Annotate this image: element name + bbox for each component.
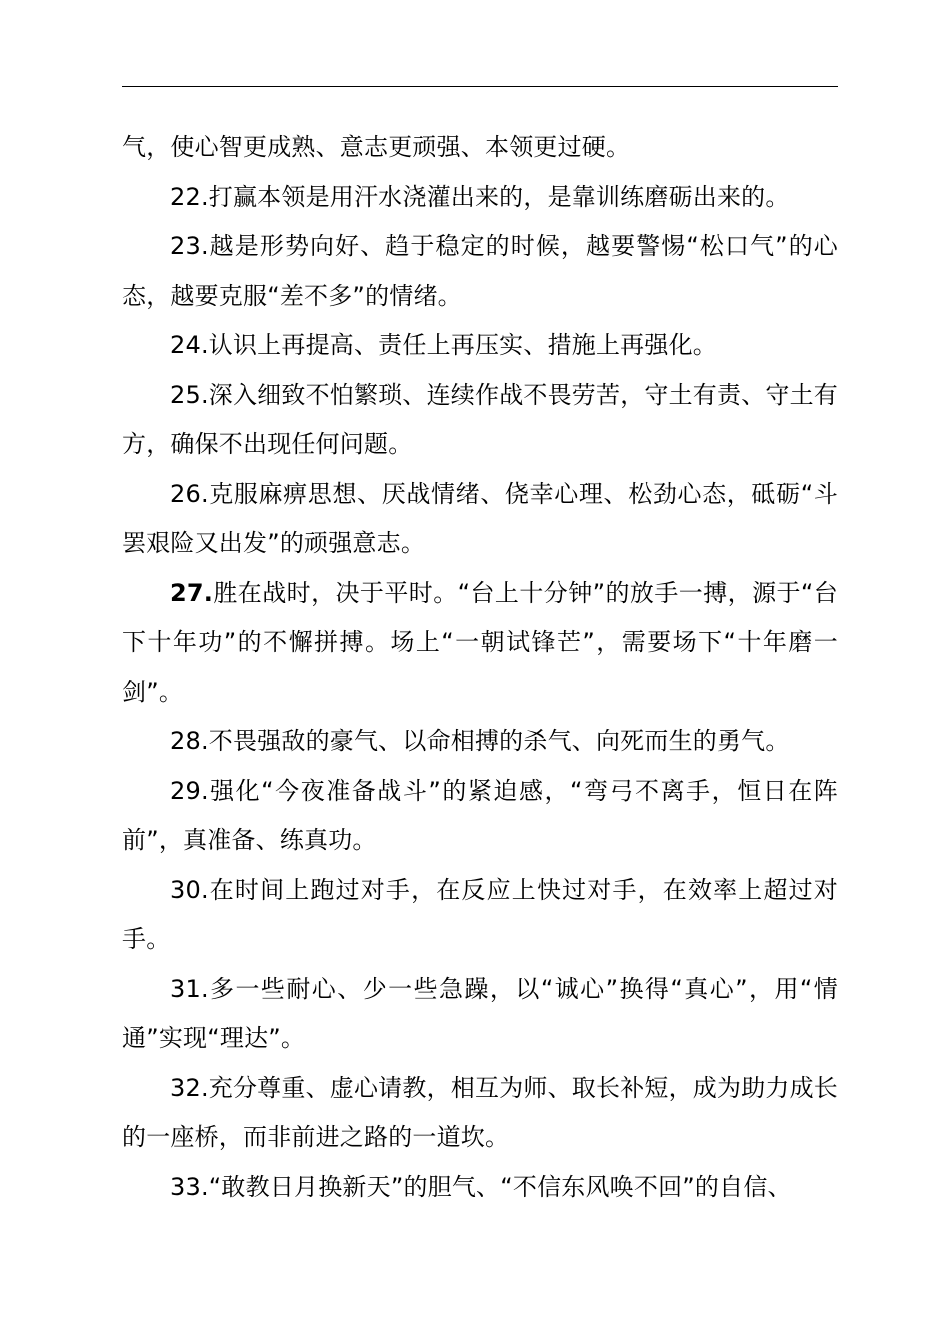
paragraph-26 bbox=[122, 470, 838, 569]
paragraph-text: 多一些耐心、少一些急躁，以“诚心”换得“真心”，用“情通”实现“理达”。 bbox=[122, 974, 838, 1052]
paragraph-24 bbox=[122, 321, 838, 371]
paragraph-number: 23. bbox=[170, 232, 209, 260]
paragraph-number: 32. bbox=[170, 1073, 209, 1102]
paragraph-number: 22. bbox=[170, 182, 209, 211]
paragraph-number: 31. bbox=[170, 974, 209, 1003]
header-rule bbox=[122, 86, 838, 87]
document-body bbox=[122, 123, 838, 1212]
paragraph-text: 打赢本领是用汗水浇灌出来的，是靠训练磨砺出来的。 bbox=[208, 182, 790, 211]
paragraph-text: 不畏强敌的豪气、以命相搏的杀气、向死而生的勇气。 bbox=[208, 727, 790, 755]
paragraph-text: 气，使心智更成熟、意志更顽强、本领更过硬。 bbox=[122, 133, 631, 161]
paragraph-29 bbox=[122, 767, 838, 866]
paragraph-23 bbox=[122, 222, 838, 321]
paragraph-text: 强化“今夜准备战斗”的紧迫感，“弯弓不离手，恒日在阵前”，真准备、练真功。 bbox=[122, 776, 838, 854]
paragraph-22 bbox=[122, 173, 838, 223]
paragraph-number: 24. bbox=[170, 331, 209, 359]
paragraph-text: 深入细致不怕繁琐、连续作战不畏劳苦，守土有责、守土有方，确保不出现任何问题。 bbox=[122, 380, 838, 458]
paragraph-number: 26. bbox=[170, 479, 209, 508]
paragraph-31 bbox=[122, 965, 838, 1064]
paragraph-25 bbox=[122, 371, 838, 470]
paragraph-number: 27. bbox=[170, 578, 214, 607]
paragraph-text: 在时间上跑过对手，在反应上快过对手，在效率上超过对手。 bbox=[122, 875, 838, 953]
paragraph-text: 越是形势向好、趋于稳定的时候，越要警惕“松口气”的心态，越要克服“差不多”的情绪。 bbox=[122, 232, 838, 310]
paragraph-text: “敢教日月换新天”的胆气、“不信东风唤不回”的自信、 bbox=[208, 1172, 792, 1201]
paragraph-number: 29. bbox=[170, 776, 209, 805]
paragraph-number: 33. bbox=[170, 1172, 209, 1201]
paragraph-number: 28. bbox=[170, 727, 209, 755]
paragraph-number: 30. bbox=[170, 875, 209, 904]
paragraph-30 bbox=[122, 866, 838, 965]
paragraph-text: 克服麻痹思想、厌战情绪、侥幸心理、松劲心态，砥砺“斗罢艰险又出发”的顽强意志。 bbox=[122, 479, 838, 557]
paragraph-text: 认识上再提高、责任上再压实、措施上再强化。 bbox=[208, 331, 717, 359]
paragraph-27 bbox=[122, 569, 838, 718]
paragraph-28 bbox=[122, 717, 838, 767]
paragraph-continuation bbox=[122, 123, 838, 173]
paragraph-text: 充分尊重、虚心请教，相互为师、取长补短，成为助力成长的一座桥，而非前进之路的一道坎。 bbox=[122, 1073, 838, 1151]
paragraph-33 bbox=[122, 1163, 838, 1213]
paragraph-number: 25. bbox=[170, 380, 209, 409]
paragraph-text: 胜在战时，决于平时。“台上十分钟”的放手一搏，源于“台下十年功”的不懈拼搏。场上“一朝试锋芒”，需要场下“十年磨一剑”。 bbox=[122, 578, 838, 706]
paragraph-32 bbox=[122, 1064, 838, 1163]
